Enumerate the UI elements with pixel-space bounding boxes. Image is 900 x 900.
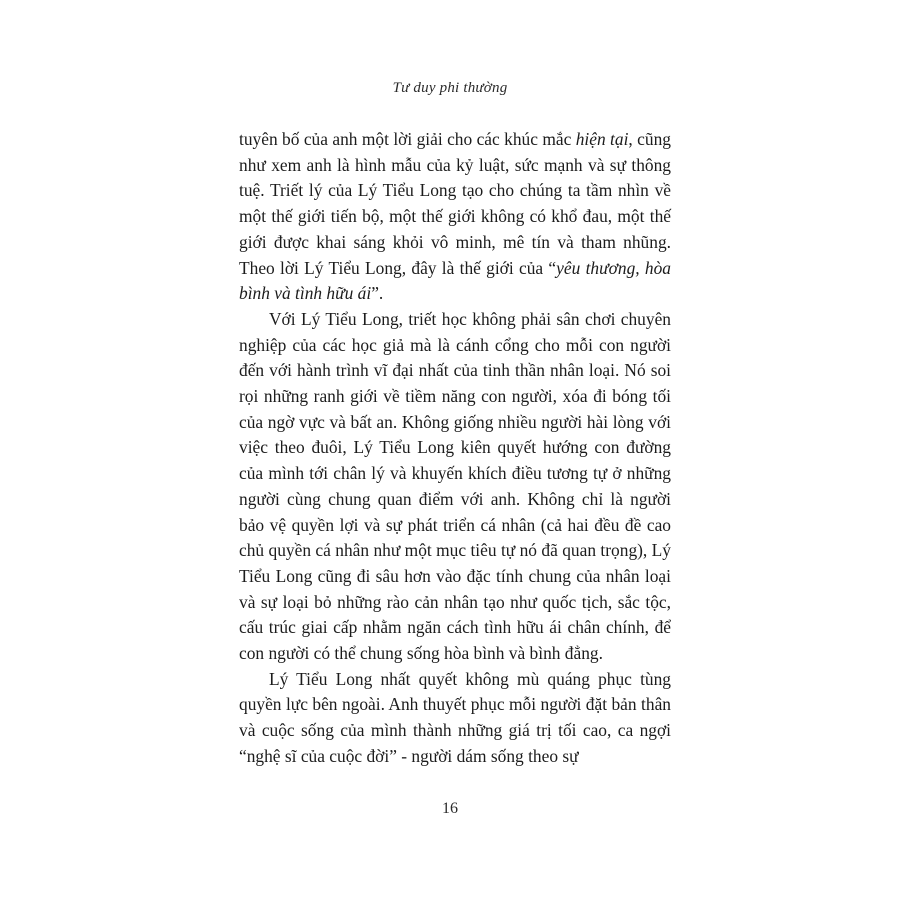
- paragraph-1-text-c: ”.: [371, 283, 384, 304]
- paragraph-1-italic-a: hiện tại: [575, 129, 629, 149]
- body-text: [239, 127, 671, 770]
- paragraph-1-text-a: tuyên bố của anh một lời giải cho các khúc mắc: [239, 129, 576, 149]
- paragraph-2: Với Lý Tiểu Long, triết học không phải sân chơi chuyên nghiệp của các học giả mà là cánh cổng cho mỗi con người đến với hành trình vĩ đại nhất của tinh thần nhân loại. Nó soi rọi những ranh giới về tiềm năng con người, xóa đi bóng tối của ngờ vực và bất an. Không giống nhiều người hài lòng với việc theo đuôi, Lý Tiểu Long kiên quyết hướng con đường của mình tới chân lý và khuyến khích điều tương tự ở những người cùng chung quan điểm với anh. Không chỉ là người bảo vệ quyền lợi và sự phát triển cá nhân (cả hai đều đề cao chủ quyền cá nhân như một mục tiêu tự nó đã quan trọng), Lý Tiểu Long cũng đi sâu hơn vào đặc tính chung của nhân loại và sự loại bỏ những rào cản nhân tạo như quốc tịch, sắc tộc, cấu trúc giai cấp nhằm ngăn cách tình hữu ái chân chính, để con người có thể chung sống hòa bình và bình đẳng.: [239, 308, 671, 664]
- paragraph-1: [239, 127, 671, 307]
- paragraph-3: Lý Tiểu Long nhất quyết không mù quáng phục tùng quyền lực bên ngoài. Anh thuyết phục mỗi người đặt bản thân và cuộc sống của mình thành những giá trị tối cao, ca ngợi “nghệ sĩ của cuộc đời” - người dám sống theo sự: [239, 668, 671, 766]
- page-number: 16: [442, 800, 458, 817]
- running-header-title: Tư duy phi thường: [392, 80, 508, 96]
- paragraph-1-text-b: , cũng như xem anh là hình mẫu của kỷ luật, sức mạnh và sự thông tuệ. Triết lý của Lý Tiểu Long tạo cho chúng ta tầm nhìn về một thế giới tiến bộ, một thế giới không có khổ đau, một thế giới được khai sáng khỏi vô minh, mê tín và tham nhũng. Theo lời Lý Tiểu Long, đây là thế giới của “: [239, 129, 671, 278]
- paragraph-1-italic-b: yêu thương, hòa bình và tình hữu ái: [239, 257, 671, 304]
